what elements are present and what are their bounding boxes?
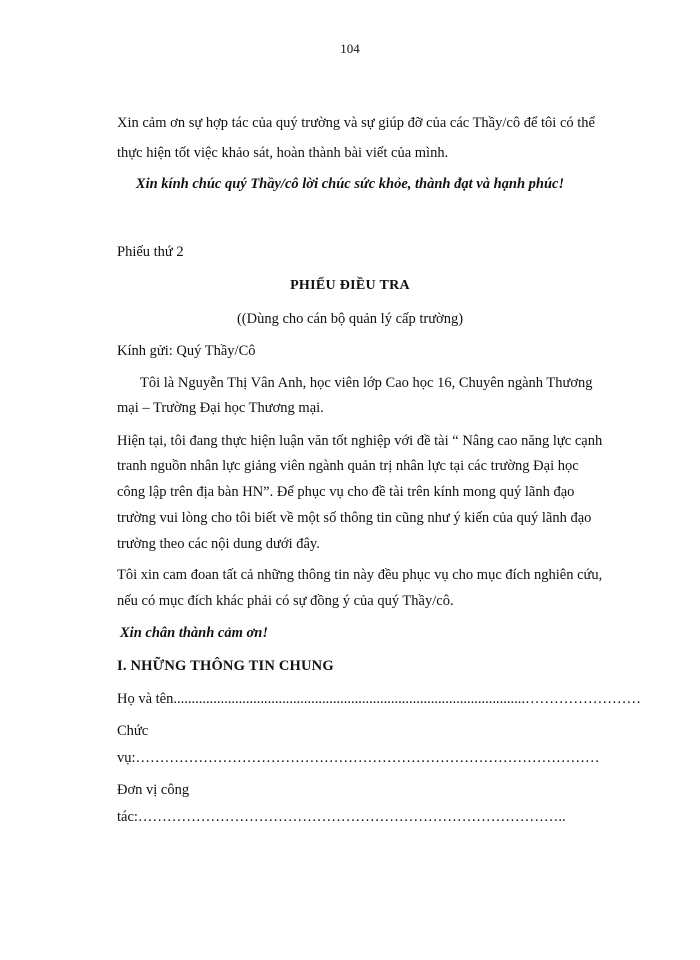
form-label: Phiếu thứ 2	[117, 244, 184, 260]
para2-line-1: Hiện tại, tôi đang thực hiện luận văn tốt nghiệp với đề tài “ Nâng cao năng lực cạnh	[117, 433, 603, 449]
para2-line-4: trường vui lòng cho tôi biết về một số thông tin cũng như ý kiến của quý lãnh đạo	[117, 510, 592, 526]
para3-line-1: Tôi xin cam đoan tất cả những thông tin này đều phục vụ cho mục đích nghiên cứu,	[117, 567, 603, 583]
workplace-field[interactable]: tác:……………………………………………………………………………..	[117, 809, 566, 825]
section-title: I. NHỮNG THÔNG TIN CHUNG	[117, 658, 334, 674]
form-subtitle: ((Dùng cho cán bộ quản lý cấp trường)	[236, 311, 464, 327]
name-field[interactable]: Họ và tên.................................................................................................……………………	[117, 691, 641, 707]
para3-line-2: nếu có mục đích khác phải có sự đồng ý của quý Thầy/cô.	[117, 593, 454, 609]
para1-line-2: mại – Trường Đại học Thương mại.	[117, 400, 324, 416]
intro-line-2: thực hiện tốt việc khảo sát, hoàn thành bài viết của mình.	[117, 145, 449, 161]
wish-line: Xin kính chúc quý Thầy/cô lời chúc sức khỏe, thành đạt và hạnh phúc!	[135, 176, 565, 192]
thanks-line: Xin chân thành cảm ơn!	[120, 625, 269, 641]
para2-line-3: công lập trên địa bàn HN”. Để phục vụ cho đề tài trên kính mong quý lãnh đạo	[117, 484, 575, 500]
position-field[interactable]: vụ:……………………………………………………………………………………	[117, 750, 600, 766]
workplace-label: Đơn vị công	[117, 782, 190, 798]
page-number: 104	[340, 41, 360, 56]
para1-line-1: Tôi là Nguyễn Thị Vân Anh, học viên lớp Cao học 16, Chuyên ngành Thương	[140, 375, 593, 391]
para2-line-5: trường theo các nội dung dưới đây.	[117, 536, 320, 552]
position-label: Chức	[117, 723, 149, 739]
intro-line-1: Xin cảm ơn sự hợp tác của quý trường và sự giúp đỡ của các Thầy/cô để tôi có thể	[117, 115, 595, 131]
form-title: PHIẾU ĐIỀU TRA	[290, 278, 410, 293]
greeting: Kính gửi: Quý Thầy/Cô	[117, 343, 256, 359]
para2-line-2: tranh nguồn nhân lực giảng viên ngành quản trị nhân lực tại các trường Đại học	[117, 458, 579, 474]
